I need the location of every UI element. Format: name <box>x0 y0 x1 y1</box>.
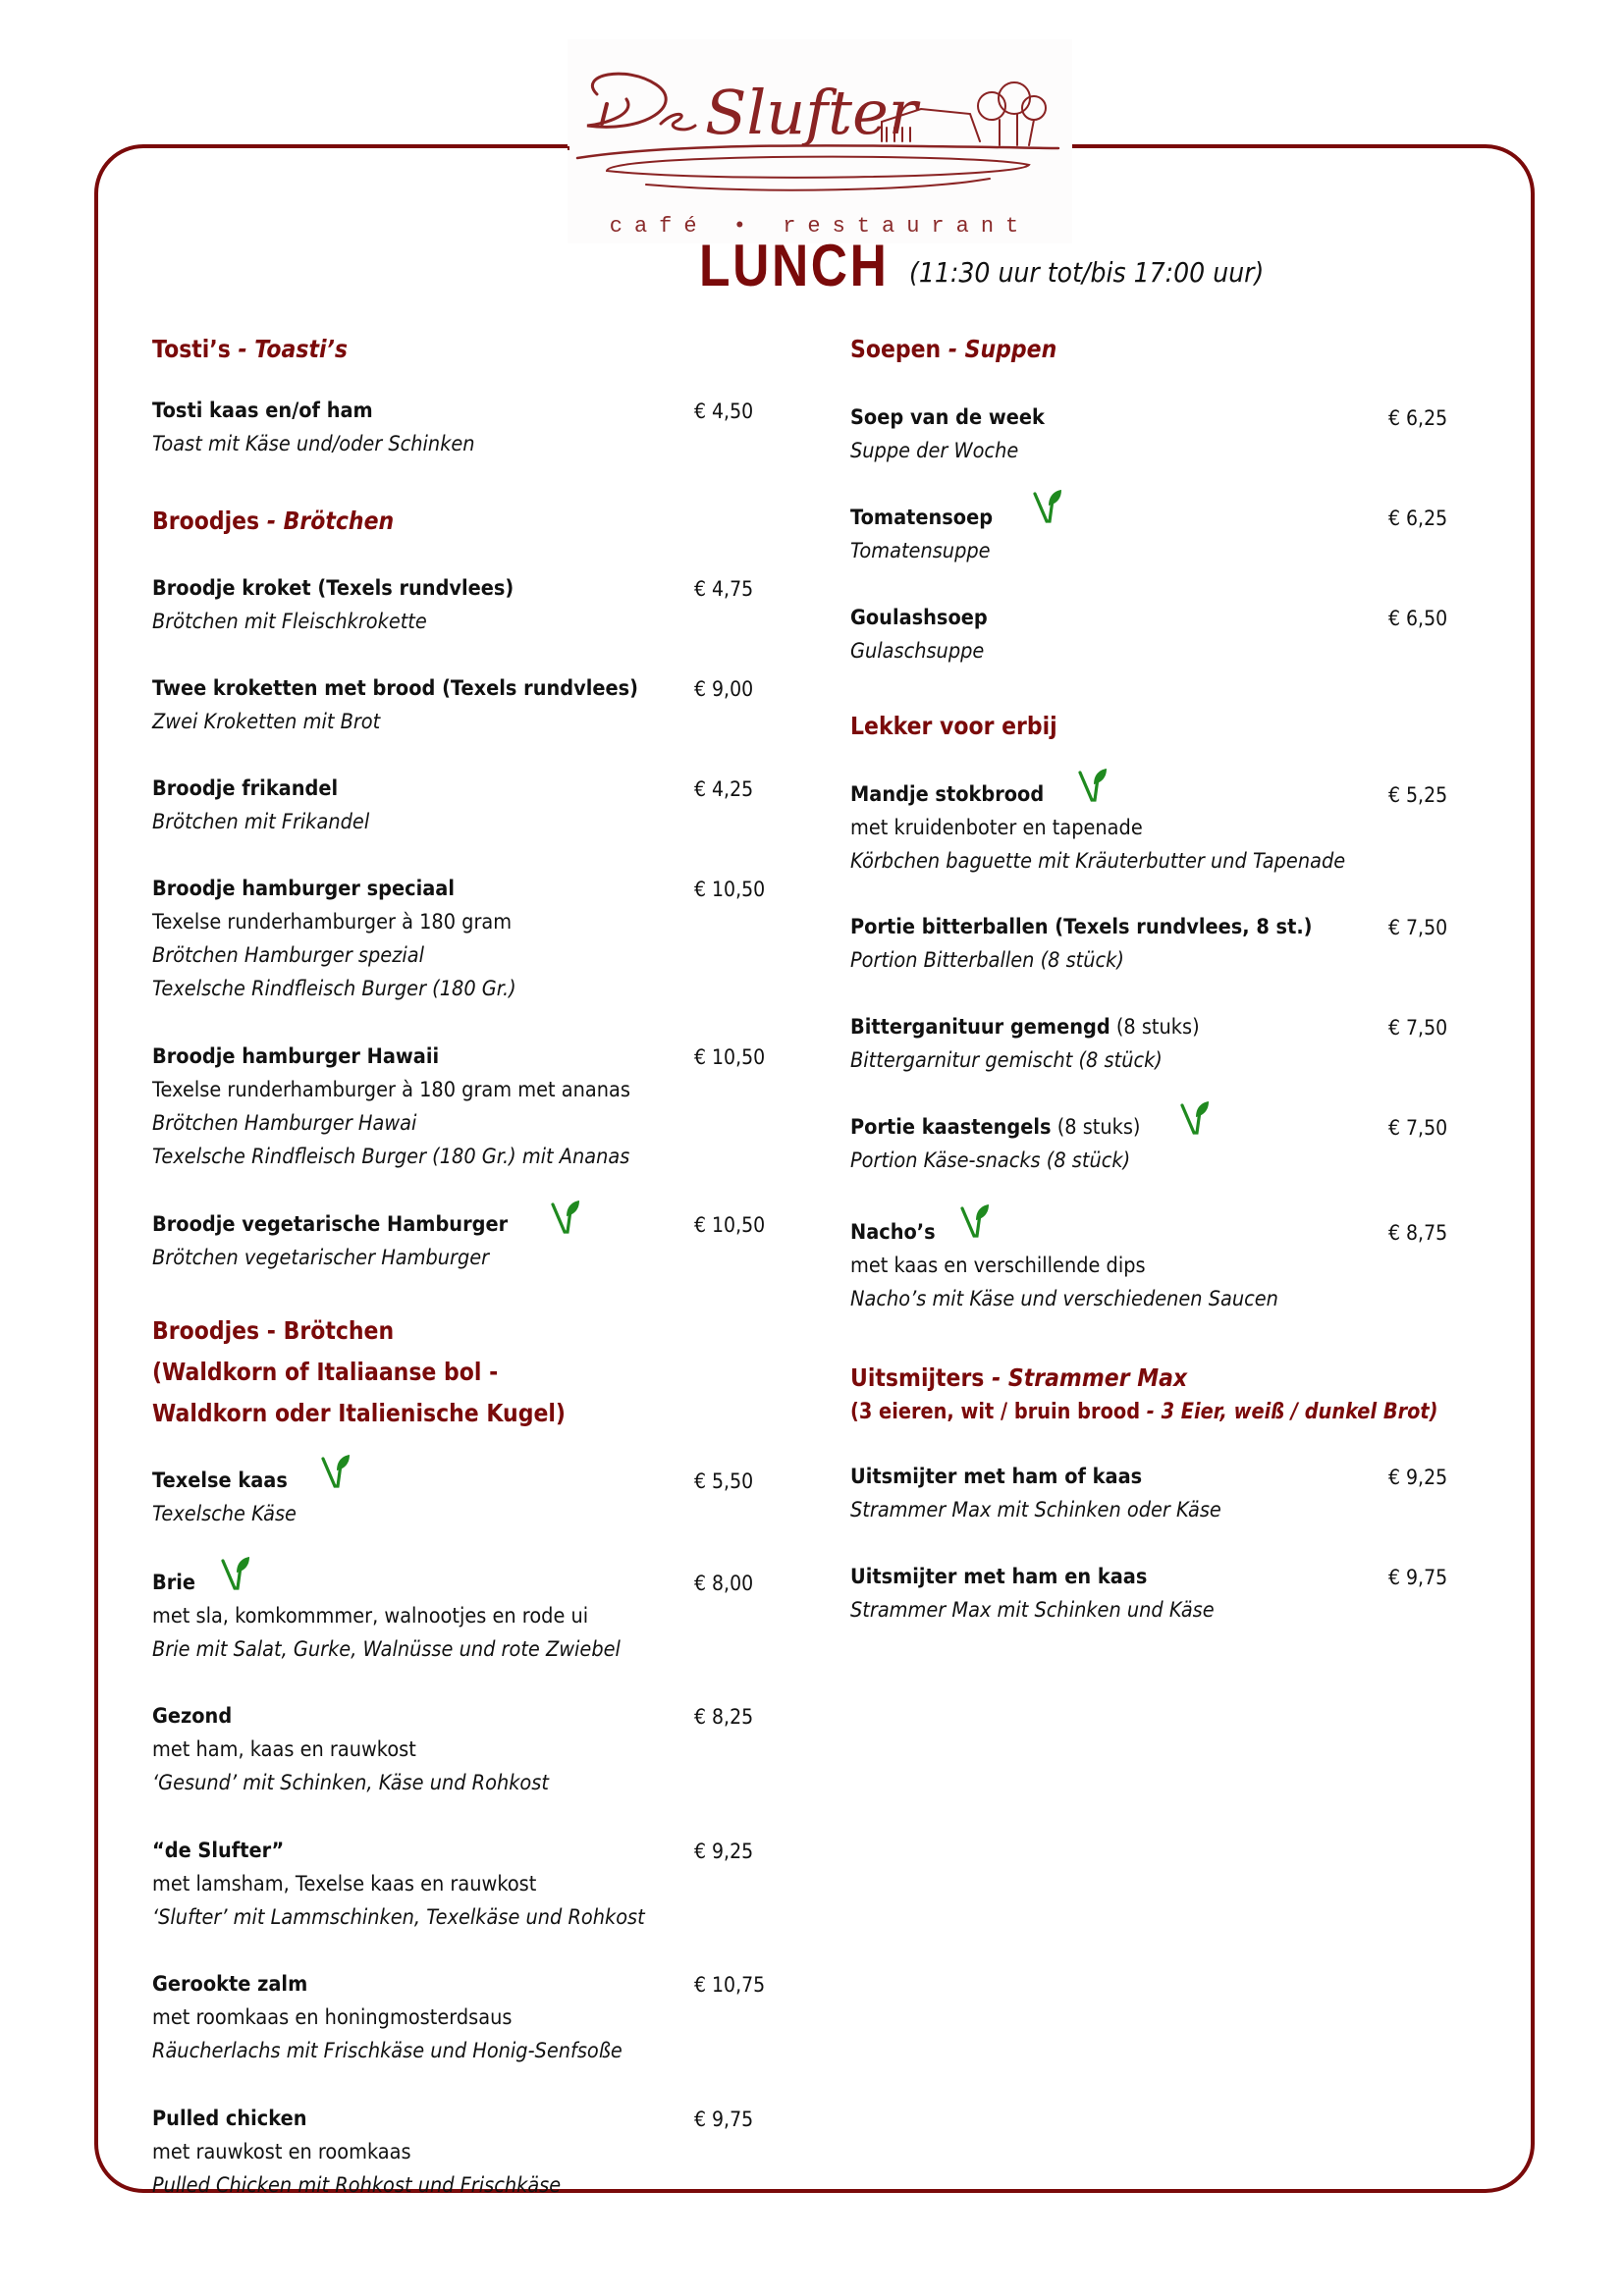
svg-text:Slufter: Slufter <box>705 77 918 148</box>
item-name: Tosti kaas en/of ham <box>152 399 373 423</box>
section-heading-soepen: Soepen - Suppen <box>850 335 1057 363</box>
item-description-de: Portion Bitterballen (8 stück) <box>850 948 1124 973</box>
item-price: € 10,50 <box>694 1045 766 1069</box>
item-price: € 8,25 <box>694 1705 754 1729</box>
item-description-de: Gulaschsuppe <box>850 639 985 664</box>
item-price: € 7,50 <box>1388 1016 1448 1040</box>
item-name: Bitterganituur gemengd (8 stuks) <box>850 1015 1200 1040</box>
item-description-de: Brötchen Hamburger spezial <box>152 943 424 968</box>
item-description-de: Strammer Max mit Schinken oder Käse <box>850 1498 1221 1522</box>
item-description-nl: met rauwkost en roomkaas <box>152 2140 411 2164</box>
item-price: € 9,75 <box>1388 1566 1448 1589</box>
logo <box>568 39 1072 243</box>
item-name: Broodje hamburger Hawaii <box>152 1044 440 1069</box>
item-description-de: Brötchen mit Fleischkrokette <box>152 610 427 634</box>
item-description-de: Portion Käse-snacks (8 stück) <box>850 1148 1131 1173</box>
section-subheading-uitsmijters: (3 eieren, wit / bruin brood - 3 Eier, weiß / dunkel Brot) <box>850 1400 1438 1424</box>
item-description-de: Toast mit Käse und/oder Schinken <box>152 432 475 456</box>
item-description-de: Texelsche Rindfleisch Burger (180 Gr.) mit Ananas <box>152 1145 630 1169</box>
section-heading-uitsmijters: Uitsmijters - Strammer Max <box>850 1363 1188 1392</box>
item-price: € 4,75 <box>694 577 754 601</box>
de-slufter-logo-icon <box>568 55 1072 202</box>
item-description-de: Suppe der Woche <box>850 439 1019 463</box>
section-heading-tostis: Tosti’s - Toasti’s <box>152 335 348 363</box>
logo-tagline: café • restaurant <box>609 214 1031 239</box>
section-heading-broodjes-waldkorn: Broodjes - Brötchen (Waldkorn of Italiaanse bol - Waldkorn oder Italienische Kugel) <box>152 1316 566 1427</box>
item-price: € 6,25 <box>1388 406 1448 430</box>
item-price: € 8,75 <box>1388 1221 1448 1245</box>
vegetarian-leaf-icon <box>321 1453 351 1488</box>
item-description-de: Nacho’s mit Käse und verschiedenen Saucen <box>850 1287 1278 1311</box>
item-name: Portie bitterballen (Texels rundvlees, 8 st.) <box>850 915 1313 939</box>
item-name: Broodje frikandel <box>152 776 339 801</box>
item-name: Broodje kroket (Texels rundvlees) <box>152 576 514 601</box>
vegetarian-leaf-icon <box>221 1555 250 1590</box>
item-price: € 10,50 <box>694 878 766 901</box>
item-description-nl: met sla, komkommmer, walnootjes en rode ui <box>152 1604 589 1629</box>
item-name: Pulled chicken <box>152 2107 307 2131</box>
item-name: Tomatensoep <box>850 506 994 530</box>
item-description-de: ‘Gesund’ mit Schinken, Käse und Rohkost <box>152 1771 549 1795</box>
opening-hours: (11:30 uur tot/bis 17:00 uur) <box>909 256 1265 289</box>
item-name: Uitsmijter met ham of kaas <box>850 1465 1143 1489</box>
item-description-de: Körbchen baguette mit Kräuterbutter und Tapenade <box>850 849 1346 874</box>
item-description-de: Räucherlachs mit Frischkäse und Honig-Senfsoße <box>152 2039 623 2063</box>
section-heading-lekker-voor-erbij: Lekker voor erbij <box>850 712 1057 740</box>
item-price: € 8,00 <box>694 1572 754 1595</box>
item-description-nl: met kaas en verschillende dips <box>850 1254 1146 1278</box>
item-description-de: Texelsche Käse <box>152 1502 297 1526</box>
item-name: Broodje hamburger speciaal <box>152 877 455 901</box>
item-price: € 9,00 <box>694 677 754 701</box>
item-description-nl: Texelse runderhamburger à 180 gram <box>152 910 513 934</box>
item-description-nl: Texelse runderhamburger à 180 gram met ananas <box>152 1078 630 1102</box>
item-name: Goulashsoep <box>850 606 988 630</box>
item-name: “de Slufter” <box>152 1839 285 1863</box>
item-description-de: Pulled Chicken mit Rohkost und Frischkäse <box>152 2173 562 2198</box>
item-name: Broodje vegetarische Hamburger <box>152 1212 509 1237</box>
item-description-de: Tomatensuppe <box>850 539 991 563</box>
item-name: Twee kroketten met brood (Texels rundvlees) <box>152 676 638 701</box>
item-name: Mandje stokbrood <box>850 782 1045 807</box>
item-description-nl: met lamsham, Texelse kaas en rauwkost <box>152 1872 537 1896</box>
item-name: Soep van de week <box>850 405 1045 430</box>
item-name: Uitsmijter met ham en kaas <box>850 1565 1148 1589</box>
item-description-de: Brötchen Hamburger Hawai <box>152 1111 417 1136</box>
item-price: € 7,50 <box>1388 1116 1448 1140</box>
item-name: Gerookte zalm <box>152 1972 308 1997</box>
item-price: € 5,25 <box>1388 783 1448 807</box>
item-description-de: Brie mit Salat, Gurke, Walnüsse und rote Zwiebel <box>152 1637 621 1662</box>
item-price: € 9,75 <box>694 2108 754 2131</box>
item-name: Nacho’s <box>850 1220 936 1245</box>
item-description-de: Bittergarnitur gemischt (8 stück) <box>850 1048 1163 1073</box>
item-description-nl: met kruidenboter en tapenade <box>850 816 1143 840</box>
vegetarian-leaf-icon <box>1033 488 1062 523</box>
item-description-de: Zwei Kroketten mit Brot <box>152 710 381 734</box>
item-description-nl: met ham, kaas en rauwkost <box>152 1737 416 1762</box>
item-price: € 4,50 <box>694 400 754 423</box>
vegetarian-leaf-icon <box>960 1202 990 1238</box>
item-name: Texelse kaas <box>152 1468 288 1493</box>
vegetarian-leaf-icon <box>1180 1099 1210 1135</box>
vegetarian-leaf-icon <box>551 1199 580 1234</box>
item-price: € 9,25 <box>694 1840 754 1863</box>
item-price: € 10,75 <box>694 1973 766 1997</box>
vegetarian-leaf-icon <box>1078 767 1108 802</box>
item-description-nl: met roomkaas en honingmosterdsaus <box>152 2005 513 2030</box>
page-title: LUNCH <box>699 233 890 298</box>
section-heading-broodjes: Broodjes - Brötchen <box>152 507 395 535</box>
item-name: Gezond <box>152 1704 233 1729</box>
item-name: Portie kaastengels (8 stuks) <box>850 1115 1141 1140</box>
item-description-de: ‘Slufter’ mit Lammschinken, Texelkäse und Rohkost <box>152 1905 645 1930</box>
item-description-de: Strammer Max mit Schinken und Käse <box>850 1598 1215 1623</box>
item-price: € 5,50 <box>694 1469 754 1493</box>
item-name: Brie <box>152 1571 196 1595</box>
item-description-de: Texelsche Rindfleisch Burger (180 Gr.) <box>152 977 516 1001</box>
item-price: € 7,50 <box>1388 916 1448 939</box>
item-price: € 6,50 <box>1388 607 1448 630</box>
item-price: € 10,50 <box>694 1213 766 1237</box>
item-price: € 4,25 <box>694 777 754 801</box>
item-description-de: Brötchen mit Frikandel <box>152 810 370 834</box>
item-description-de: Brötchen vegetarischer Hamburger <box>152 1246 490 1270</box>
item-price: € 9,25 <box>1388 1466 1448 1489</box>
item-price: € 6,25 <box>1388 507 1448 530</box>
